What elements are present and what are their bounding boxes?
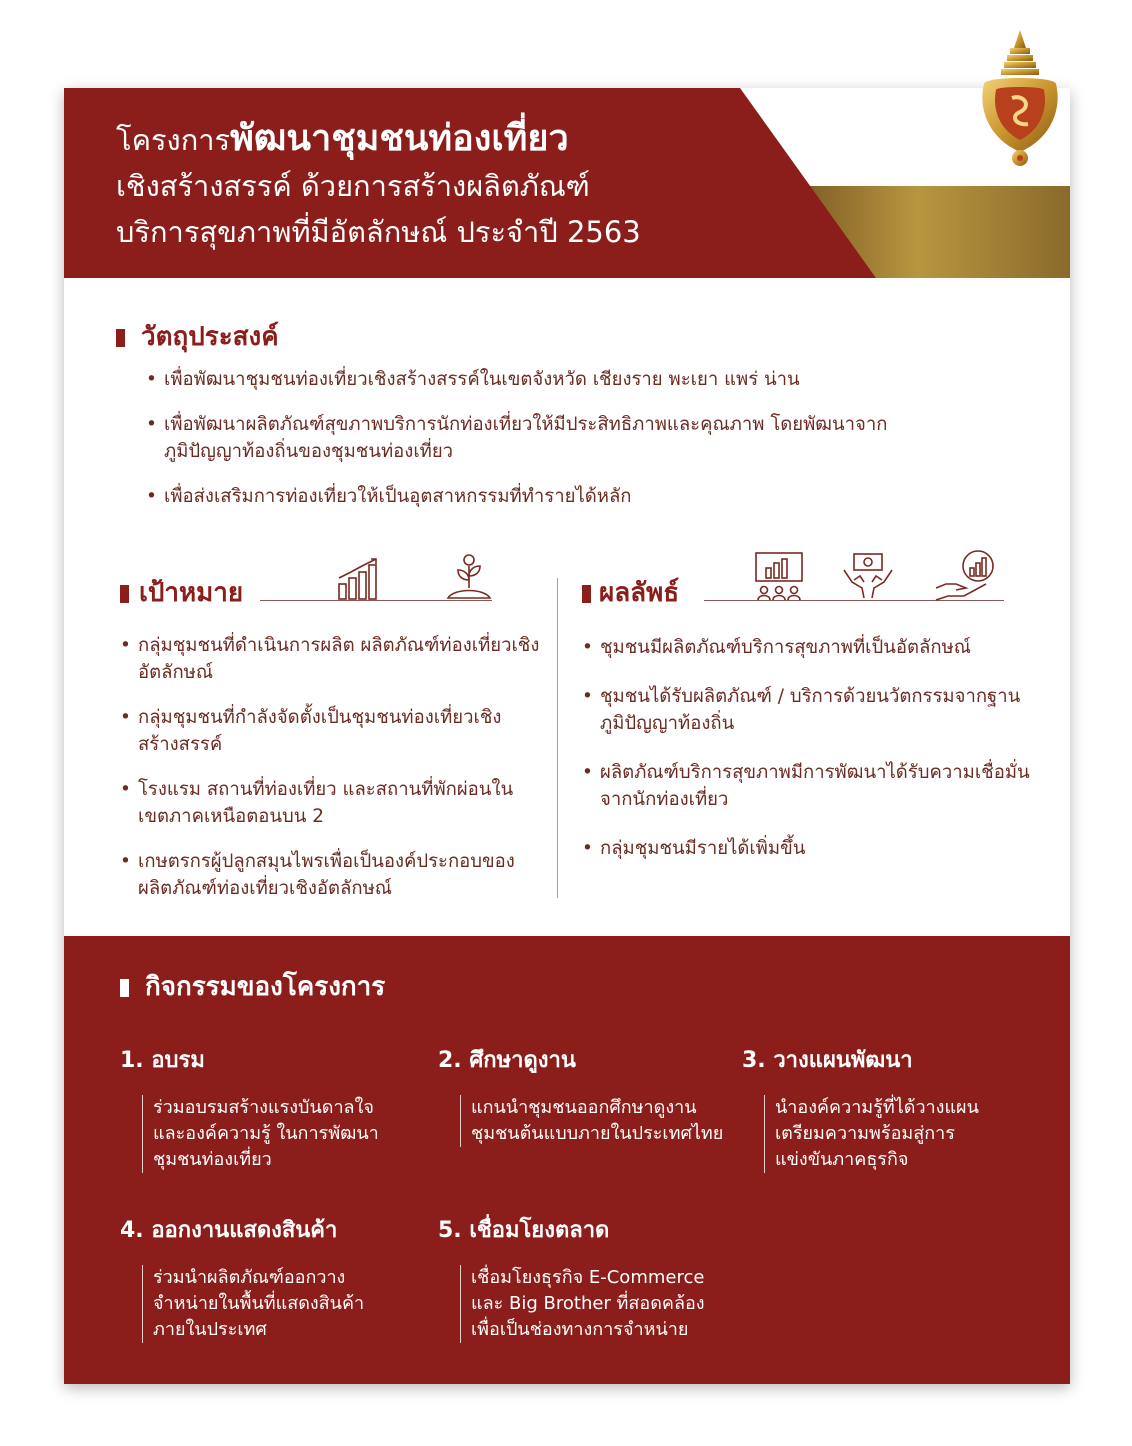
result-item: • กลุ่มชุมชนมีรายได้เพิ่มขึ้น: [582, 835, 1032, 862]
plant-money-icon: [444, 552, 494, 602]
info-card: [64, 88, 1070, 1384]
result-item: • ผลิตภัณฑ์บริการสุขภาพมีการพัฒนาได้รับความเชื่อมั่นจากนักท่องเที่ยว: [582, 759, 1032, 813]
objectives-heading-text: วัตถุประสงค์: [141, 322, 279, 352]
activity-item: [742, 1042, 1042, 1173]
activity-desc: เชื่อมโยงธุรกิจ E-Commerce และ Big Brother ที่สอดคล้อง เพื่อเป็นช่องทางการจำหน่าย: [460, 1265, 738, 1343]
activity-title: 2. ศึกษาดูงาน: [438, 1048, 576, 1073]
target-item: • กลุ่มชุมชนที่กำลังจัดตั้งเป็นชุมชนท่องเที่ยวเชิงสร้างสรรค์: [120, 704, 540, 758]
activity-item: [120, 1042, 420, 1173]
objective-item: • เพื่อส่งเสริมการท่องเที่ยวให้เป็นอุตสาหกรรมที่ทำรายได้หลัก: [146, 483, 906, 510]
hands-money-icon: [840, 552, 896, 600]
hand-growth-chart-icon: [934, 548, 996, 602]
results-heading: [582, 572, 679, 613]
bar-chart-growth-icon: [336, 556, 386, 600]
activity-desc: แกนนำชุมชนออกศึกษาดูงาน ชุมชนต้นแบบภายในประเทศไทย: [460, 1095, 738, 1147]
target-item: • เกษตรกรผู้ปลูกสมุนไพรเพื่อเป็นองค์ประกอบของผลิตภัณฑ์ท่องเที่ยวเชิงอัตลักษณ์: [120, 848, 540, 902]
activity-desc: นำองค์ความรู้ที่ได้วางแผน เตรียมความพร้อมสู่การ แข่งขันภาคธุรกิจ: [764, 1095, 1042, 1173]
activity-title: 5. เชื่อมโยงตลาด: [438, 1218, 610, 1243]
results-list: [582, 634, 1032, 862]
target-item: • โรงแรม สถานที่ท่องเที่ยว และสถานที่พักผ่อนในเขตภาคเหนือตอนบน 2: [120, 776, 540, 830]
results-heading-text: ผลลัพธ์: [599, 578, 680, 608]
target-item: • กลุ่มชุมชนที่ดำเนินการผลิต ผลิตภัณฑ์ท่องเที่ยวเชิงอัตลักษณ์: [120, 632, 540, 686]
objective-item: • เพื่อพัฒนาผลิตภัณฑ์สุขภาพบริการนักท่องเที่ยวให้มีประสิทธิภาพและคุณภาพ โดยพัฒนาจากภูมิปัญญาท้องถิ่นของชุมชนท่องเที่ยว: [146, 411, 906, 465]
activities-section: [64, 936, 1070, 1384]
activity-item: [120, 1212, 420, 1343]
objective-item: • เพื่อพัฒนาชุมชนท่องเที่ยวเชิงสร้างสรรค์ในเขตจังหวัด เชียงราย พะเยา แพร่ น่าน: [146, 366, 906, 393]
title-line-2: เชิงสร้างสรรค์ ด้วยการสร้างผลิตภัณฑ์: [116, 169, 590, 203]
targets-heading: [120, 572, 243, 613]
targets-list: [120, 632, 540, 902]
activity-desc: ร่วมอบรมสร้างแรงบันดาลใจ และองค์ความรู้ ในการพัฒนา ชุมชนท่องเที่ยว: [142, 1095, 420, 1173]
heading-marker: [582, 585, 591, 603]
title-bold: พัฒนาชุมชนท่องเที่ยว: [230, 118, 569, 159]
heading-marker: [120, 585, 129, 603]
activity-item: [438, 1042, 738, 1147]
activity-item: [438, 1212, 738, 1343]
university-emblem-logo: [976, 28, 1064, 172]
objectives-heading: [116, 316, 279, 357]
result-item: • ชุมชนมีผลิตภัณฑ์บริการสุขภาพที่เป็นอัตลักษณ์: [582, 634, 1032, 661]
objectives-list: [146, 366, 906, 510]
activity-title: 3. วางแผนพัฒนา: [742, 1048, 913, 1073]
activities-heading-text: กิจกรรมของโครงการ: [145, 972, 386, 1002]
heading-marker: [120, 979, 129, 997]
column-divider: [557, 578, 558, 898]
activity-title: 1. อบรม: [120, 1048, 205, 1073]
page-title: [116, 116, 641, 255]
activity-desc: ร่วมนำผลิตภัณฑ์ออกวาง จำหน่ายในพื้นที่แสดงสินค้า ภายในประเทศ: [142, 1265, 420, 1343]
heading-marker: [116, 329, 125, 347]
activities-heading: [120, 966, 385, 1007]
title-line-3: บริการสุขภาพที่มีอัตลักษณ์ ประจำปี 2563: [116, 215, 641, 249]
activity-title: 4. ออกงานแสดงสินค้า: [120, 1218, 338, 1243]
presentation-icon: [752, 550, 806, 602]
title-prefix: โครงการ: [116, 123, 231, 157]
targets-heading-text: เป้าหมาย: [139, 578, 244, 608]
header-banner: [64, 88, 1070, 278]
result-item: • ชุมชนได้รับผลิตภัณฑ์ / บริการด้วยนวัตกรรมจากฐานภูมิปัญญาท้องถิ่น: [582, 683, 1032, 737]
